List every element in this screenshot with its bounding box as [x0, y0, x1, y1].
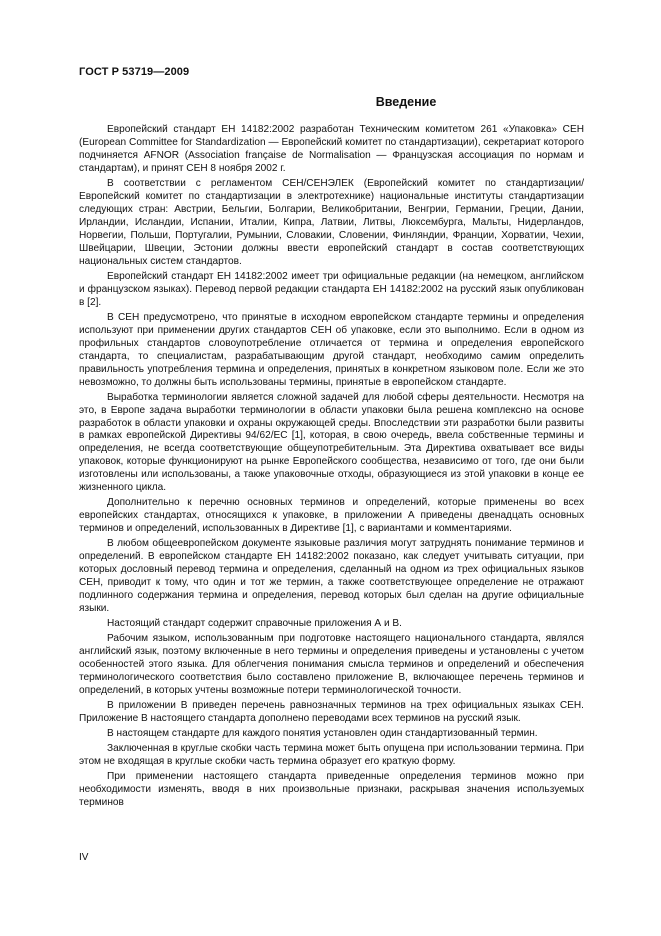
- paragraph: Европейский стандарт ЕН 14182:2002 разработан Техническим комитетом 261 «Упаковка» СЕН (European Committee for Standardization — Европейский комитет по стандартизации), секретариат которого подчиняется AFNOR (Association française de Normalisation — Французская ассоциация по нормам и стандартам), и принят СЕН 8 ноября 2002 г.: [79, 124, 584, 174]
- paragraph: Дополнительно к перечню основных терминов и определений, которые применены во всех европейских стандартах, относящихся к упаковке, в приложении А приведены двенадцать основных терминов и определений, использованных в Директиве [1], с вариантами и комментариями.: [79, 497, 584, 535]
- section-title-text: Введение: [375, 95, 437, 109]
- paragraph: Заключенная в круглые скобки часть термина может быть опущена при использовании термина. При этом не входящая в круглые скобки часть термина образует его краткую форму.: [79, 743, 584, 768]
- paragraph: В соответствии с регламентом СЕН/СЕНЭЛЕК (Европейский комитет по стандартизации/Европейский комитет по стандартизации в электротехнике) национальные институты стандартизации следующих стран: Австрии, Бельгии, Болгарии, Великобритании, Венгрии, Германии, Греции, Дании, Ирландии, Исландии, Испании, Италии, Кипра, Латвии, Литвы, Люксембурга, Мальты, Нидерландов, Норвегии, Польши, Португалии, Румынии, Словакии, Словении, Финляндии, Франции, Хорватии, Чехии, Швейцарии, Швеции, Эстонии должны ввести европейский стандарт в состав соответствующих национальных систем стандартов.: [79, 177, 584, 267]
- paragraph: В СЕН предусмотрено, что принятые в исходном европейском стандарте термины и определения используют при применении других стандартов СЕН об упаковке, если это выполнимо. Если в одном из профильных стандартов словоупотребление отличается от термина и определения европейского стандарта, то специалистам, разрабатывающим другой стандарт, необходимо самим определить правильность употребления термина и определения, принятых в конкретном языковом поле. Если же это невозможно, то должны быть использованы термины, принятые в европейском стандарте.: [79, 311, 584, 388]
- document-header: ГОСТ Р 53719—2009: [79, 66, 190, 78]
- paragraph: Настоящий стандарт содержит справочные приложения А и В.: [107, 618, 402, 630]
- paragraph: В приложении В приведен перечень равнозначных терминов на трех официальных языках СЕН. Приложение В настоящего стандарта дополнено переводами всех терминов на русский язык.: [79, 700, 584, 725]
- page-number: IV: [79, 852, 89, 863]
- paragraph: Рабочим языком, использованным при подготовке настоящего национального стандарта, являлся английский язык, поэтому включенные в него термины и определения приведены и установлены с учетом особенностей этого языка. Для облегчения понимания смысла терминов и определений и обеспечения терминологического соответствия было составлено приложение В, включающее перечень терминов и определений, в которых учтены возможные потери терминологической точности.: [79, 633, 584, 697]
- paragraph: При применении настоящего стандарта приведенные определения терминов можно при необходимости изменять, вводя в них произвольные признаки, раскрывая значения используемых терминов: [79, 771, 584, 809]
- paragraph: Выработка терминологии является сложной задачей для любой сферы деятельности. Несмотря на это, в Европе задача выработки терминологии в области упаковки была решена комплексно на основе разработок в области упаковки и охраны окружающей среды. Впоследствии эти разработки были развиты в рамках европейской Директивы 94/62/ЕС [1], которая, в свою очередь, ввела собственные термины и определения, не всегда соответствующие общеупотребительным. Эта Директива охватывает все виды упаковок, которые функционируют на рынке Европейского сообщества, независимо от того, где они были изготовлены или использованы, а также упаковочные отходы, образующиеся из этой упаковки в конце ее жизненного цикла.: [79, 391, 584, 494]
- document-body: [79, 124, 584, 812]
- document-page: [79, 0, 584, 936]
- paragraph: В настоящем стандарте для каждого понятия установлен один стандартизованный термин.: [107, 728, 538, 740]
- paragraph: В любом общеевропейском документе языковые различия могут затруднять понимание терминов и определений. В европейском стандарте ЕН 14182:2002 показано, как следует учитывать ситуации, при которых дословный перевод термина и определения, сделанный на одном из трех официальных языков СЕН, приводит к тому, что один и тот же термин, а также соответствующее определение не отражают подлинного содержания термина и определения, перевод которых был сделан на другие официальные языки.: [79, 538, 584, 615]
- section-title: [79, 95, 584, 109]
- paragraph: Европейский стандарт ЕН 14182:2002 имеет три официальные редакции (на немецком, английском и французском языках). Перевод первой редакции стандарта ЕН 14182:2002 на русский язык опубликован в [2].: [79, 270, 584, 308]
